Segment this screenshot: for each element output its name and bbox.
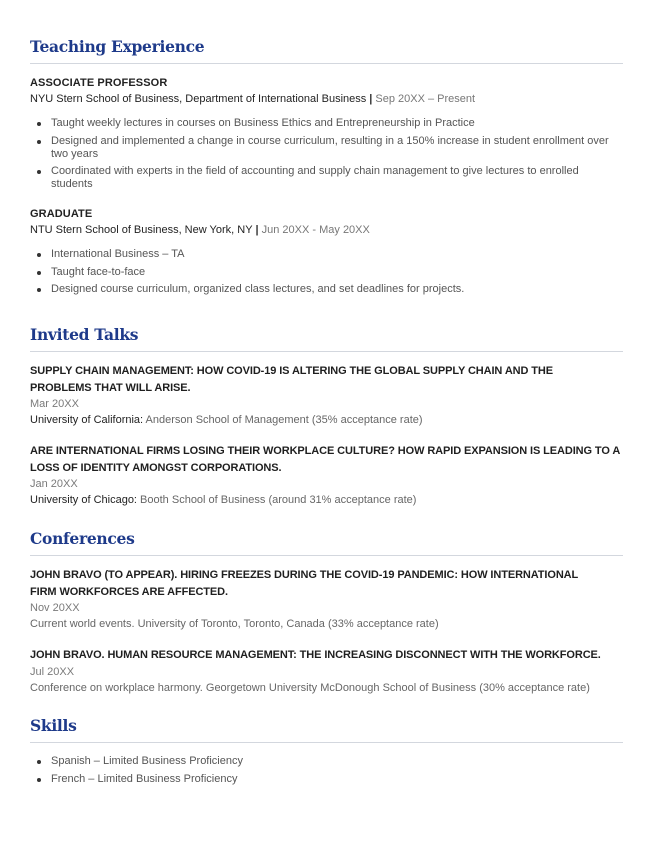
conference-title-line: FIRM WORKFORCES ARE AFFECTED. xyxy=(30,585,228,598)
section-title: Conferences xyxy=(30,529,135,548)
bullet-item: Designed and implemented a change in course curriculum, resulting in a 150% increase in student enrollment over two years xyxy=(30,135,623,161)
talk-date: Mar 20XX xyxy=(30,398,79,410)
skill-item: Spanish – Limited Business Proficiency xyxy=(30,755,623,768)
bullet-item: Taught face-to-face xyxy=(30,266,623,279)
conference-entry xyxy=(30,647,623,696)
position-entry xyxy=(30,206,623,296)
section-title: Skills xyxy=(30,716,77,735)
position-role: GRADUATE xyxy=(30,208,93,220)
separator: | xyxy=(255,224,259,236)
venue-detail: Booth School of Business (around 31% acceptance rate) xyxy=(137,494,417,506)
talk-venue xyxy=(30,412,623,428)
skills-list xyxy=(30,755,623,786)
organization-name: NYU Stern School of Business, Department of International Business xyxy=(30,93,367,105)
section-divider xyxy=(30,555,623,556)
venue-institution: University of Chicago: xyxy=(30,494,137,506)
bullet-item: Designed course curriculum, organized class lectures, and set deadlines for projects. xyxy=(30,283,623,296)
position-organization xyxy=(30,222,623,238)
venue-detail: Anderson School of Management (35% acceptance rate) xyxy=(143,414,423,426)
organization-name: NTU Stern School of Business, New York, NY xyxy=(30,224,253,236)
position-organization xyxy=(30,91,623,107)
position-dates: Jun 20XX - May 20XX xyxy=(261,224,370,236)
talk-entry xyxy=(30,443,623,508)
talk-venue xyxy=(30,492,623,508)
talk-title-line: SUPPLY CHAIN MANAGEMENT: HOW COVID-19 IS ALTERING THE GLOBAL SUPPLY CHAIN AND THE xyxy=(30,365,554,377)
position-entry xyxy=(30,75,623,191)
talk-title xyxy=(30,363,623,396)
conference-venue: Conference on workplace harmony. Georgetown University McDonough School of Business (30% acceptance rate) xyxy=(30,681,590,694)
conference-date: Jul 20XX xyxy=(30,665,75,678)
position-bullets xyxy=(30,248,623,296)
position-role: ASSOCIATE PROFESSOR xyxy=(30,77,168,89)
talk-title xyxy=(30,443,623,476)
conference-title-line: JOHN BRAVO (TO APPEAR). HIRING FREEZES DURING THE COVID-19 PANDEMIC: HOW INTERNATIONAL xyxy=(30,569,579,581)
talk-entry xyxy=(30,363,623,428)
position-dates: Sep 20XX – Present xyxy=(375,93,476,105)
conference-venue: Current world events. University of Toronto, Toronto, Canada (33% acceptance rate) xyxy=(30,618,439,630)
conference-title xyxy=(30,567,623,600)
bullet-item: Coordinated with experts in the field of accounting and supply chain management to give lectures to enrolled students xyxy=(30,165,623,191)
section-title: Invited Talks xyxy=(30,325,139,344)
talk-date: Jan 20XX xyxy=(30,478,78,490)
separator: | xyxy=(369,93,373,105)
conference-title-line: JOHN BRAVO. HUMAN RESOURCE MANAGEMENT: THE INCREASING DISCONNECT WITH THE WORKFORCE. xyxy=(30,649,601,661)
talk-title-line: ARE INTERNATIONAL FIRMS LOSING THEIR WORKPLACE CULTURE? HOW RAPID EXPANSION IS LEADING TO A xyxy=(30,445,621,457)
conference-title xyxy=(30,647,623,664)
bullet-item: Taught weekly lectures in courses on Business Ethics and Entrepreneurship in Practice xyxy=(30,117,623,130)
section-teaching-experience xyxy=(30,37,623,301)
section-conferences xyxy=(30,529,623,696)
bullet-item: International Business – TA xyxy=(30,248,623,261)
section-invited-talks xyxy=(30,325,623,508)
conference-entry xyxy=(30,567,623,632)
section-skills xyxy=(30,716,623,790)
skill-item: French – Limited Business Proficiency xyxy=(30,773,623,786)
venue-institution: University of California: xyxy=(30,414,144,426)
section-divider xyxy=(30,63,623,64)
position-bullets xyxy=(30,117,623,191)
section-divider xyxy=(30,742,623,743)
conference-date: Nov 20XX xyxy=(30,602,80,614)
section-divider xyxy=(30,351,623,352)
talk-title-line: LOSS OF IDENTITY AMONGST CORPORATIONS. xyxy=(30,461,282,474)
talk-title-line: PROBLEMS THAT WILL ARISE. xyxy=(30,381,191,394)
section-title: Teaching Experience xyxy=(30,37,205,56)
